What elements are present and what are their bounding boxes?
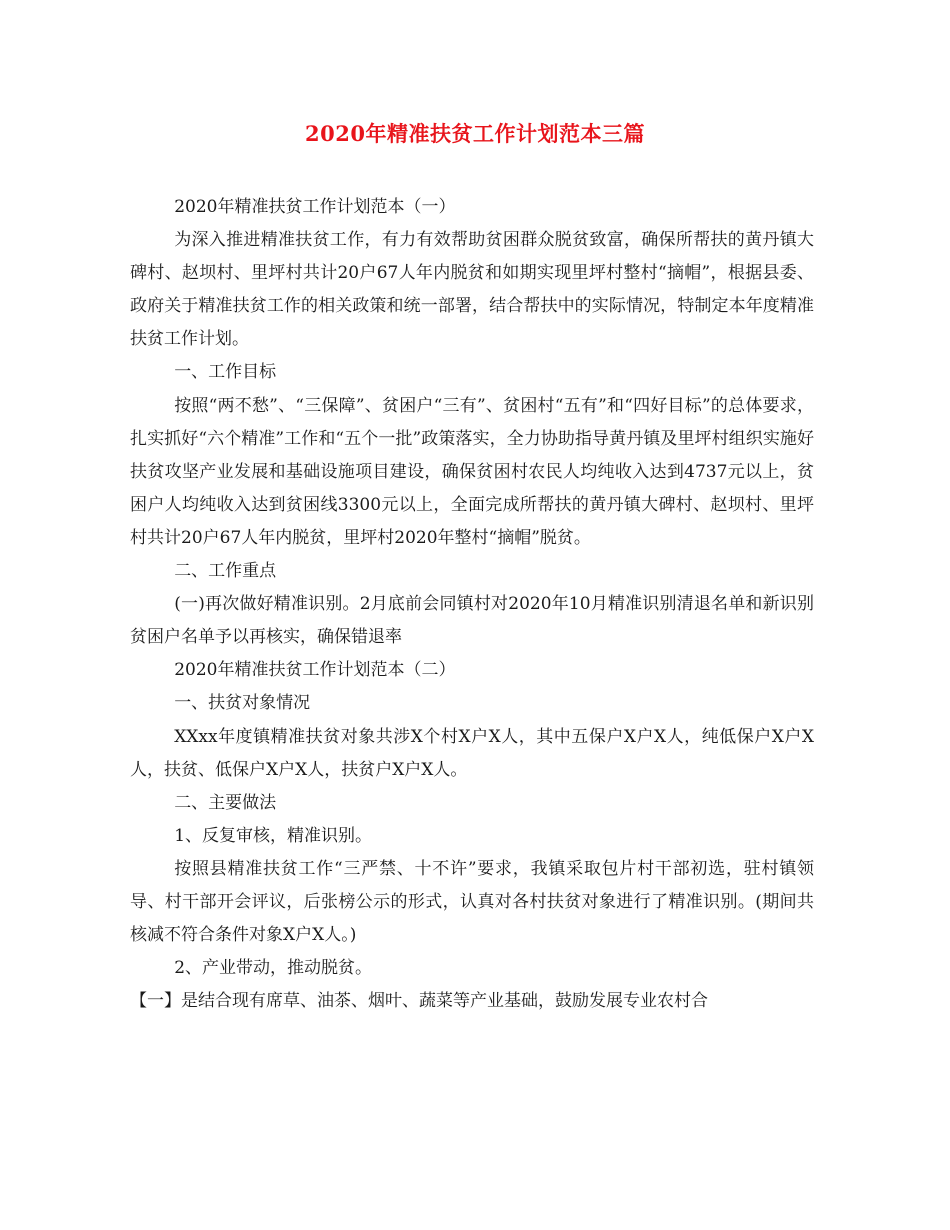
document-body — [130, 191, 814, 1018]
paragraph: 按照县精准扶贫工作“三严禁、十不许”要求，我镇采取包片村干部初选，驻村镇领导、村干部开会评议，后张榜公示的形式，认真对各村扶贫对象进行了精准识别。(期间共核减不符合条件对象X户X人。) — [130, 858, 814, 946]
section-heading: 二、主要做法 — [174, 792, 277, 813]
document-title: 2020年精准扶贫工作计划范本三篇 — [305, 121, 645, 146]
paragraph: 2、产业带动，推动脱贫。 — [174, 958, 373, 979]
paragraph: 1、反复审核，精准识别。 — [174, 825, 373, 846]
section-heading: 一、工作目标 — [174, 362, 277, 383]
paragraph: 按照“两不愁”、“三保障”、贫困户“三有”、贫困村“五有”和“四好目标”的总体要求，扎实抓好“六个精准”工作和“五个一批”政策落实，全力协助指导黄丹镇及里坪村组织实施好扶贫攻坚产业发展和基础设施项目建设，确保贫困村农民人均纯收入达到4737元以上，贫困户人均纯收入达到贫困线3300元以上，全面完成所帮扶的黄丹镇大碑村、赵坝村、里坪村共计20户67人年内脱贫，里坪村2020年整村“摘帽”脱贫。 — [130, 395, 814, 548]
paragraph: (一)再次做好精准识别。2月底前会同镇村对2020年10月精准识别清退名单和新识别贫困户名单予以再核实，确保错退率 — [130, 594, 814, 648]
paragraph: 2020年精准扶贫工作计划范本（一） — [174, 197, 456, 217]
section-heading: 二、工作重点 — [174, 561, 277, 582]
paragraph: 2020年精准扶贫工作计划范本（二） — [174, 660, 456, 681]
paragraph: XXxx年度镇精准扶贫对象共涉X个村X户X人，其中五保户X户X人，纯低保户X户X人，扶贫、低保户X户X人，扶贫户X户X人。 — [130, 726, 814, 780]
paragraph: 【一】是结合现有席草、油茶、烟叶、蔬菜等产业基础，鼓励发展专业农村合 — [130, 991, 708, 1012]
paragraph: 为深入推进精准扶贫工作，有力有效帮助贫困群众脱贫致富，确保所帮扶的黄丹镇大碑村、赵坝村、里坪村共计20户67人年内脱贫和如期实现里坪村整村“摘帽”，根据县委、政府关于精准扶贫工作的相关政策和统一部署，结合帮扶中的实际情况，特制定本年度精准扶贫工作计划。 — [130, 230, 814, 350]
section-heading: 一、扶贫对象情况 — [174, 693, 311, 714]
